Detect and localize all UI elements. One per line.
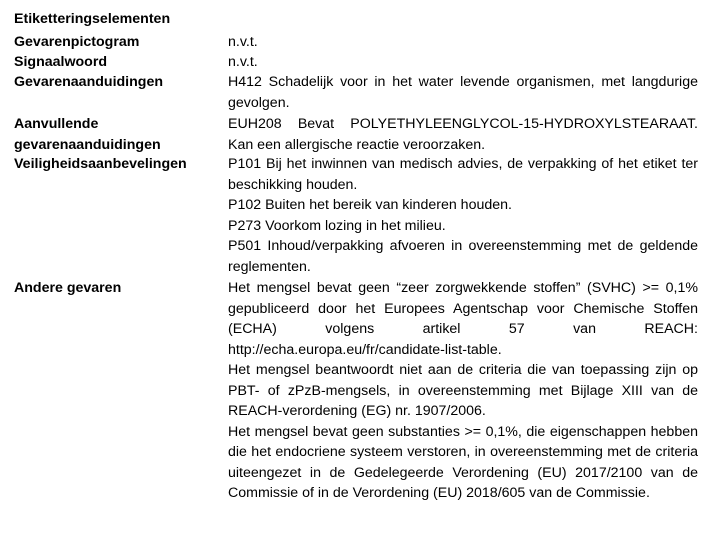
value-paragraph: H412 Schadelijk voor in het water levende organismen, met langdurige gevolgen.: [228, 74, 698, 111]
value-paragraph: P273 Voorkom lozing in het milieu.: [228, 217, 446, 234]
row-value-other-hazards: [228, 278, 698, 504]
section-title: Etiketteringselementen: [14, 11, 171, 27]
row-value-precautionary-statements: [228, 154, 698, 277]
value-paragraph: EUH208 Bevat POLYETHYLEENGLYCOL-15-HYDROXYLSTEARAAT. Kan een allergische reactie veroorzaken.: [228, 116, 698, 153]
row-value-supplementary-hazard: [228, 114, 698, 155]
value-paragraph: n.v.t.: [228, 54, 258, 70]
value-paragraph: P101 Bij het inwinnen van medisch advies, de verpakking of het etiket ter beschikking houden.: [228, 156, 698, 193]
row-value-pictogram: [228, 32, 698, 53]
row-label-precautionary-statements: Veiligheidsaanbevelingen: [14, 156, 187, 172]
value-paragraph: P102 Buiten het bereik van kinderen houden.: [228, 197, 512, 213]
row-label-signal-word: Signaalwoord: [14, 54, 108, 70]
row-value-hazard-statements: [228, 72, 698, 113]
value-paragraph: http://echa.europa.eu/fr/candidate-list-table.: [228, 341, 502, 358]
value-paragraph: Het mengsel beantwoordt niet aan de criteria die van toepassing zijn op PBT- of zPzB-mengsels, in overeenstemming met Bijlage XIII van de REACH-verordening (EG) nr. 1907/2006.: [228, 362, 698, 419]
row-label-other-hazards: Andere gevaren: [14, 280, 122, 296]
value-paragraph: P501 Inhoud/verpakking afvoeren in overeenstemming met de geldende reglementen.: [228, 238, 698, 275]
row-label-supplementary-hazard: Aanvullende gevarenaanduidingen: [14, 116, 161, 153]
row-value-signal-word: [228, 52, 698, 73]
value-paragraph: Het mengsel bevat geen substanties >= 0,1%, die eigenschappen hebben die het endocriene systeem verstoren, in overeenstemming met de criteria uiteengezet in de Gedelegeerde Verordening (EU) 2017/2100 van de Commissie of in de Verordening (EU) 2018/605 van de Commissie.: [228, 423, 698, 501]
value-paragraph: n.v.t.: [228, 34, 258, 50]
row-label-hazard-statements: Gevarenaanduidingen: [14, 74, 164, 90]
row-label-pictogram: Gevarenpictogram: [14, 34, 140, 50]
value-paragraph: Het mengsel bevat geen “zeer zorgwekkende stoffen” (SVHC) >= 0,1% gepubliceerd door het Europees Agentschap voor Chemische Stoffen (ECHA) volgens artikel 57 van REACH:: [228, 280, 698, 337]
